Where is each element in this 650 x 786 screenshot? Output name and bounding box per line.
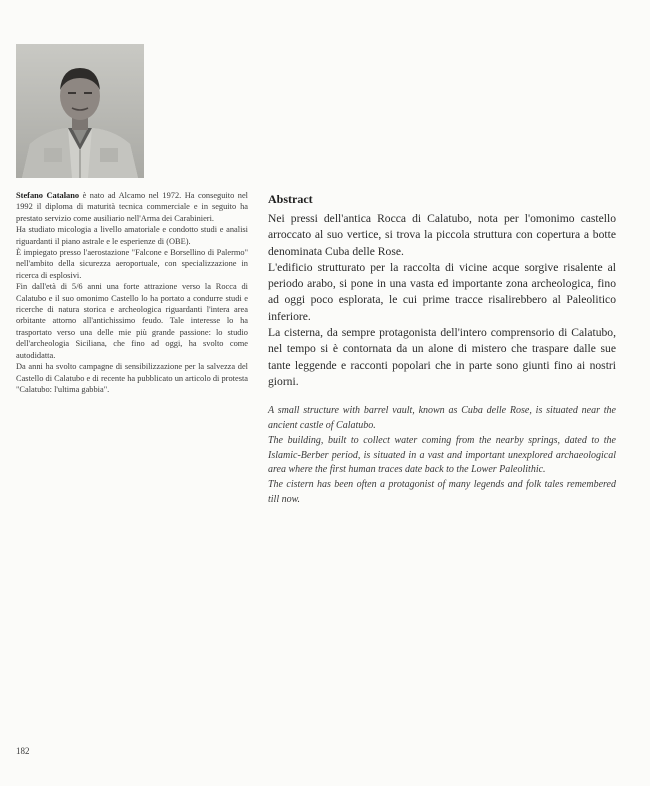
english-paragraph: A small structure with barrel vault, known as Cuba delle Rose, is situated near the ancient castle of Calatubo. [268, 405, 616, 432]
abstract-section [268, 192, 616, 508]
abstract-paragraph: L'edificio strutturato per la raccolta di vicine acque sorgive risalente al periodo arabo, si pone in una vasta ed importante zona archeologica, fino ad oggi poco esplorata, le cui prime tracce risalirebbero al Paleolitico inferiore. [268, 260, 616, 323]
english-paragraph: The cistern has been often a protagonist of many legends and folk tales remembered till now. [268, 479, 616, 506]
page-number: 182 [16, 746, 30, 756]
author-photo [16, 44, 144, 178]
bio-paragraph: Da anni ha svolto campagne di sensibilizzazione per la salvezza del Castello di Calatubo e di recente ha pubblicato un articolo di protesta "Calatubo: l'ultima gabbia". [16, 362, 248, 394]
abstract-paragraph: La cisterna, da sempre protagonista dell'intero comprensorio di Calatubo, nel tempo si è contornata da un alone di mistero che traspare dalle sue tante leggende e racconti popolari che in parte sono giunti fino ai nostri giorni. [268, 326, 616, 388]
english-paragraph: The building, built to collect water coming from the nearby springs, dated to the Islamic-Berber period, is situated in a vast and important unexplored archaeological area where the first human traces date back to the Lower Paleolithic. [268, 434, 616, 476]
author-biography [16, 190, 248, 395]
portrait-image [16, 44, 144, 178]
abstract-italian [268, 211, 616, 390]
bio-paragraph: Stefano Catalano è nato ad Alcamo nel 1972. Ha conseguito nel 1992 il diploma di maturità tecnica commerciale e in seguito ha prestato servizio come ausiliario nell'Arma dei Carabinieri. [16, 191, 248, 223]
bio-paragraph: È impiegato presso l'aerostazione "Falcone e Borsellino di Palermo" nell'ambito della sicurezza aeroportuale, con specializzazione in ricerca di esplosivi. [16, 248, 248, 280]
abstract-english [268, 404, 616, 508]
author-name: Stefano Catalano [16, 191, 80, 200]
abstract-title: Abstract [268, 192, 313, 206]
abstract-paragraph: Nei pressi dell'antica Rocca di Calatubo, nota per l'omonimo castello arroccato al suo vertice, si trova la piccola struttura con copertura a botte denominata Cuba delle Rose. [268, 212, 616, 258]
bio-paragraph: Fin dall'età di 5/6 anni una forte attrazione verso la Rocca di Calatubo e il suo omonimo Castello lo ha portato a condurre studi e ricerche di natura storica e archeologica riguardanti l'intera area orbitante attorno all'antichissimo feudo. Tale interesse lo ha trasportato verso una delle mie più grande passione: lo studio dell'archeologia Siciliana, che fino ad oggi, ha svolto come autodidatta. [16, 282, 248, 360]
bio-paragraph: Ha studiato micologia a livello amatoriale e condotto studi e analisi riguardanti il piano astrale e le esperienze di (OBE). [16, 225, 248, 246]
